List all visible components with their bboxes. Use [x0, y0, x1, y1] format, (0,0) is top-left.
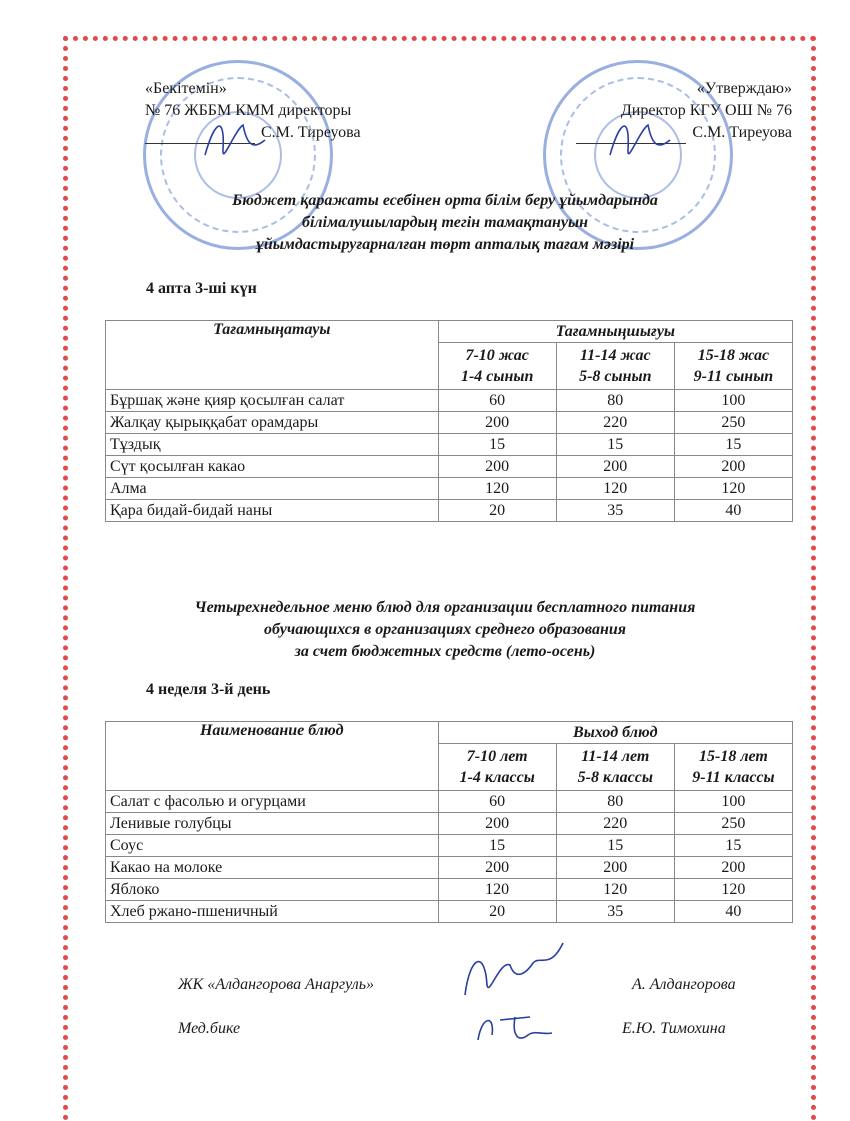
footer-organization-signer: А. Алдангорова: [632, 976, 736, 993]
footer-medical-signer: Е.Ю. Тимохина: [622, 1020, 726, 1037]
ru-header-dish-name: Наименование блюд: [106, 722, 439, 791]
director-signature-right: [600, 110, 680, 170]
ru-title-line: за счет бюджетных средств (лето-осень): [294, 643, 596, 660]
organization-signature: [455, 935, 575, 1005]
footer-medical-label: Мед.бике: [178, 1020, 241, 1037]
table-row: Тұздық 15 15 15: [106, 434, 793, 456]
approval-right-heading: «Утверждаю»: [696, 80, 792, 97]
table-row: Какао на молоке 200 200 200: [106, 857, 793, 879]
kz-title-line: Бюджет қаражаты есебінен орта білім беру ұйымдарында: [232, 192, 658, 209]
kz-title-line: ұйымдастыруғарналған төрт апталық тағам мәзірі: [255, 236, 635, 253]
kz-age-col-2: 11-14 жас 5-8 сынып: [556, 343, 674, 390]
ru-menu-title: [100, 597, 790, 663]
kz-header-output: Тағамныңшығуы: [438, 321, 792, 343]
approval-left-name: С.М. Тиреуова: [261, 124, 361, 141]
kz-age-col-1: 7-10 жас 1-4 сынып: [438, 343, 556, 390]
kz-menu-table: [105, 320, 793, 522]
table-row: Бұршақ және қияр қосылған салат 60 80 100: [106, 390, 793, 412]
ru-age-col-1: 7-10 лет 1-4 классы: [438, 744, 556, 791]
medical-signature: [470, 1005, 560, 1050]
ru-age-col-3: 15-18 лет 9-11 классы: [674, 744, 792, 791]
table-row: Жалқау қырыққабат орамдары 200 220 250: [106, 412, 793, 434]
table-row: Алма 120 120 120: [106, 478, 793, 500]
kz-header-dish-name: Тағамныңатауы: [106, 321, 439, 390]
table-row: Яблоко 120 120 120: [106, 879, 793, 901]
approval-right-position: Директор КГУ ОШ № 76: [620, 102, 792, 119]
footer-organization: ЖК «Алдангорова Анаргуль»: [178, 976, 375, 993]
table-row: Хлеб ржано-пшеничный 20 35 40: [106, 901, 793, 923]
table-row: Салат с фасолью и огурцами 60 80 100: [106, 791, 793, 813]
table-row: Сүт қосылған какао 200 200 200: [106, 456, 793, 478]
ru-age-col-2: 11-14 лет 5-8 классы: [556, 744, 674, 791]
ru-menu-table: [105, 721, 793, 923]
approval-left-heading: «Бекітемін»: [145, 80, 227, 97]
approval-left-position: № 76 ЖББМ КММ директоры: [145, 102, 352, 119]
director-signature-left: [195, 110, 275, 170]
table-row: Ленивые голубцы 200 220 250: [106, 813, 793, 835]
ru-title-line: Четырехнедельное меню блюд для организации бесплатного питания: [194, 599, 696, 616]
kz-age-col-3: 15-18 жас 9-11 сынып: [674, 343, 792, 390]
approval-right-name: С.М. Тиреуова: [692, 124, 792, 141]
table-row: Қара бидай-бидай наны 20 35 40: [106, 500, 793, 522]
table-row: Соус 15 15 15: [106, 835, 793, 857]
kz-day-heading: 4 апта 3-ші күн: [146, 280, 257, 297]
kz-title-line: білімалушылардың тегін тамақтануын: [302, 214, 588, 231]
ru-day-heading: 4 неделя 3-й день: [146, 681, 271, 698]
ru-title-line: обучающихся в организациях среднего образования: [264, 621, 626, 638]
kz-menu-title: [100, 190, 790, 256]
ru-header-output: Выход блюд: [438, 722, 792, 744]
